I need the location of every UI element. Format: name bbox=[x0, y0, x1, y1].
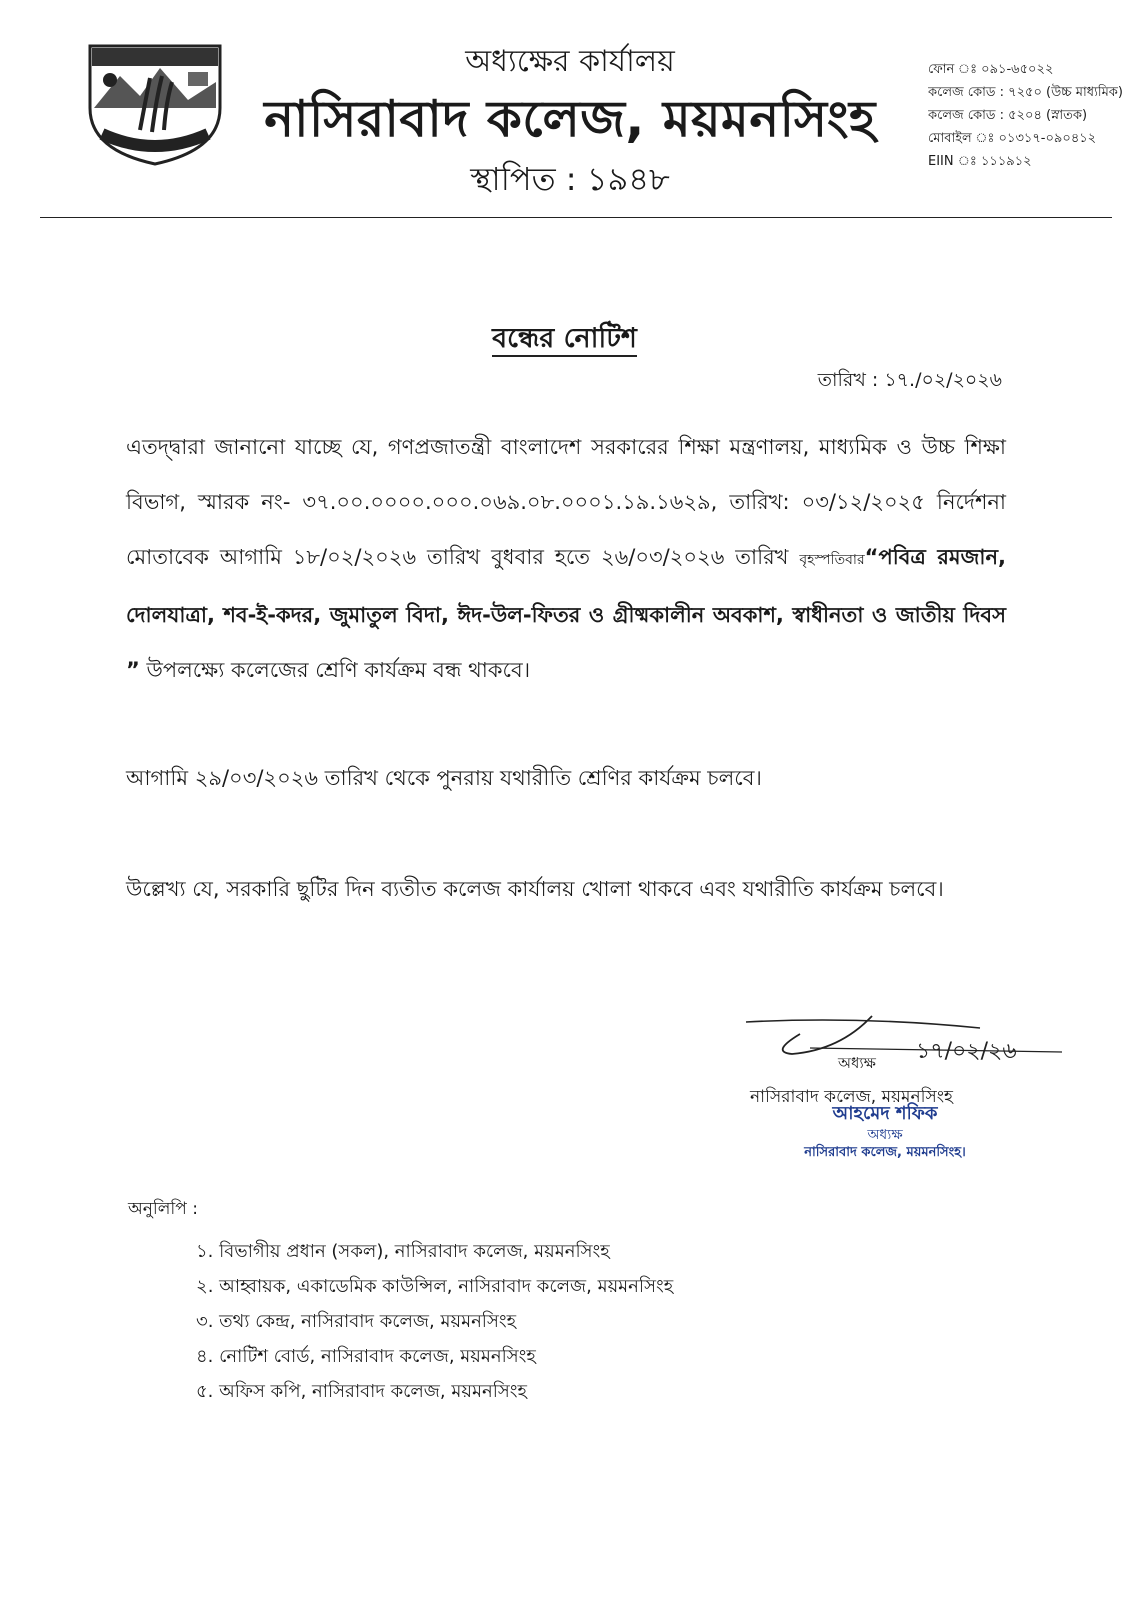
stamp-role: অধ্যক্ষ bbox=[867, 1127, 903, 1143]
header-divider bbox=[40, 217, 1112, 218]
contact-eiin: EIIN ঃ ১১১৯১২ bbox=[928, 154, 1032, 169]
contact-block bbox=[928, 58, 1124, 173]
list-item: ৩. তথ্য কেন্দ্র, নাসিরাবাদ কলেজ, ময়মনসিংহ bbox=[196, 1311, 517, 1332]
list-item: ২. আহ্বায়ক, একাডেমিক কাউন্সিল, নাসিরাবাদ কলেজ, ময়মনসিংহ bbox=[196, 1276, 674, 1297]
holiday-list: “পবিত্র রমজান, দোলযাত্রা, শব-ই-কদর, জুমাতুল বিদা, ঈদ-উল-ফিতর ও গ্রীষ্মকালীন অবকাশ, স্বাধীনতা ও জাতীয় দিবস ” bbox=[126, 545, 1006, 682]
established-year: স্থাপিত : ১৯৪৮ bbox=[470, 160, 670, 198]
letterhead bbox=[250, 40, 890, 204]
notice-date: তারিখ : ১৭./০২/২০২৬ bbox=[817, 369, 1002, 391]
stamp-college: নাসিরাবাদ কলেজ, ময়মনসিংহ। bbox=[804, 1145, 966, 1160]
signature-date: ১৭/০২/২৬ bbox=[916, 1039, 1017, 1064]
main-text: এতদ্দ্বারা জানানো যাচ্ছে যে, গণপ্রজাতন্ত্রী বাংলাদেশ সরকারের শিক্ষা মন্ত্রণালয়, মাধ্যমিক ও উচ্চ শিক্ষা বিভাগ, স্মারক নং- ৩৭.০০.০০০০.০০০.০৬৯.০৮.০০০১.১৯.১৬২৯, তারিখ: ০৩/১২/২০২৫ নির্দেশনা মোতাবেক আগামি ১৮/০২/২০২৬ তারিখ বুধবার হতে ২৬/০৩/২০২৬ তারিখ bbox=[126, 435, 1006, 569]
notice-title bbox=[0, 318, 1129, 363]
notice-paragraph-office: উল্লেখ্য যে, সরকারি ছুটির দিন ব্যতীত কলেজ কার্যালয় খোলা থাকবে এবং যথারীতি কার্যক্রম চলবে। bbox=[126, 877, 944, 901]
signatory-college: নাসিরাবাদ কলেজ, ময়মনসিংহ bbox=[750, 1087, 953, 1107]
notice-paragraph-resume: আগামি ২৯/০৩/২০২৬ তারিখ থেকে পুনরায় যথারীতি শ্রেণির কার্যক্রম চলবে। bbox=[126, 766, 762, 790]
thursday-text: বৃহস্পতিবার bbox=[799, 552, 865, 568]
college-name: নাসিরাবাদ কলেজ, ময়মনসিংহ bbox=[264, 90, 876, 148]
office-heading: অধ্যক্ষের কার্যালয় bbox=[465, 44, 675, 79]
copies-list bbox=[196, 1234, 673, 1409]
list-item: ৪. নোটিশ বোর্ড, নাসিরাবাদ কলেজ, ময়মনসিংহ bbox=[196, 1346, 536, 1367]
notice-paragraph-main bbox=[126, 420, 1006, 698]
list-item: ১. বিভাগীয় প্রধান (সকল), নাসিরাবাদ কলেজ, ময়মনসিংহ bbox=[196, 1241, 610, 1262]
contact-mobile: মোবাইল ঃ ০১৩১৭-০৯০৪১২ bbox=[928, 131, 1097, 146]
contact-phone: ফোন ঃ ০৯১-৬৫০২২ bbox=[928, 62, 1054, 77]
copies-label: অনুলিপি : bbox=[128, 1199, 198, 1219]
contact-hsc-code: কলেজ কোড : ৭২৫০ (উচ্চ মাধ্যমিক) bbox=[928, 85, 1123, 100]
notice-title-text: বন্ধের নোটিশ bbox=[492, 323, 637, 357]
list-item: ৫. অফিস কপি, নাসিরাবাদ কলেজ, ময়মনসিংহ bbox=[196, 1381, 527, 1402]
stamp-name: আহমেদ শফিক bbox=[832, 1103, 938, 1124]
main-text-tail: উপলক্ষ্যে কলেজের শ্রেণি কার্যক্রম বন্ধ থাকবে। bbox=[139, 658, 531, 682]
contact-degree-code: কলেজ কোড : ৫২০৪ (স্নাতক) bbox=[928, 108, 1088, 123]
official-stamp bbox=[760, 1103, 1010, 1161]
signatory-role: অধ্যক্ষ bbox=[838, 1054, 876, 1072]
handwritten-signature bbox=[740, 1008, 1070, 1078]
college-crest-logo bbox=[80, 38, 230, 168]
